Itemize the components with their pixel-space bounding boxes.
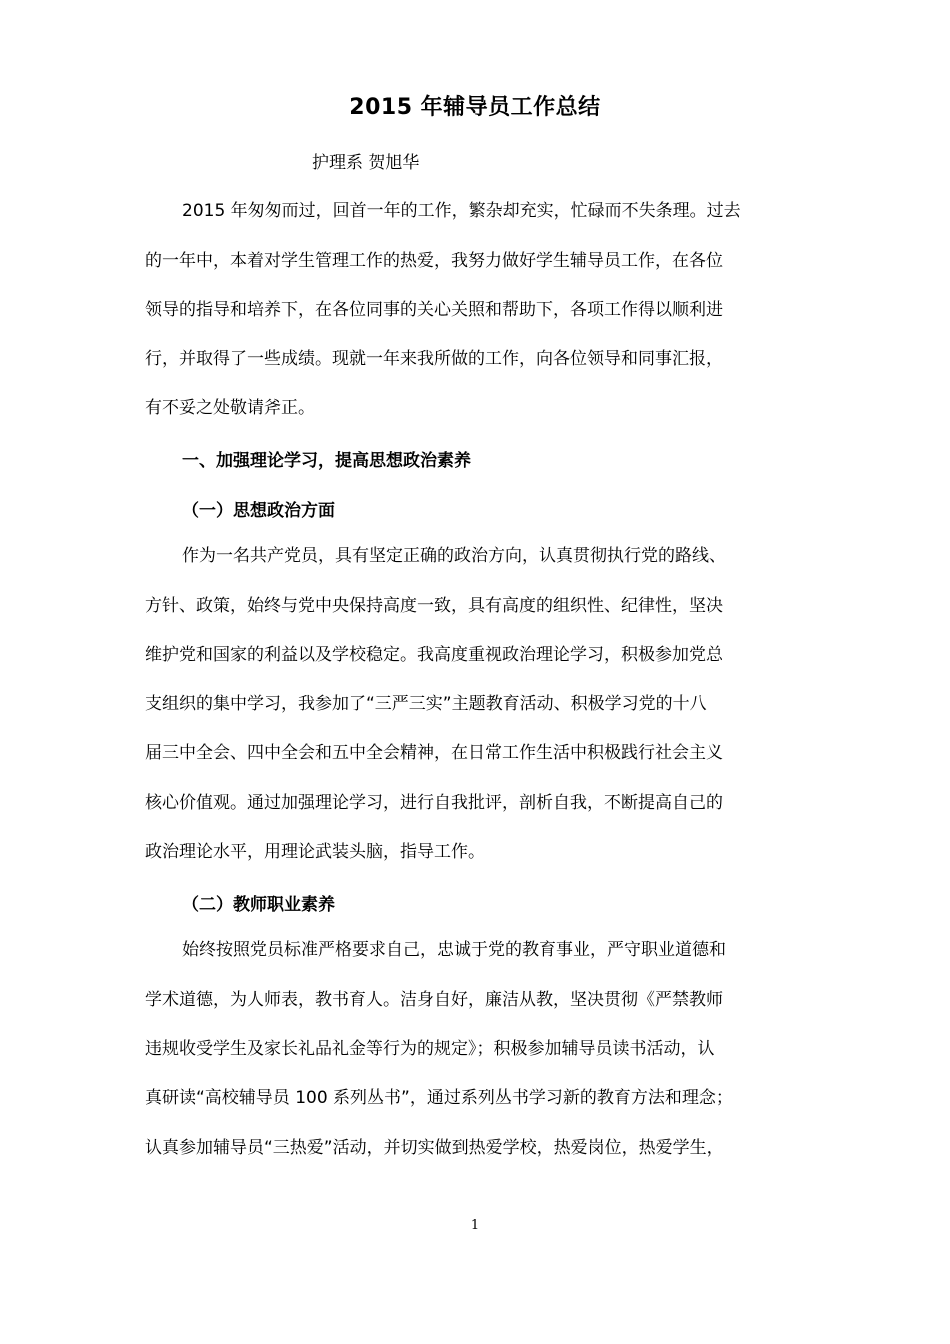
intro-line: 2015 年匆匆而过，回首一年的工作，繁杂却充实，忙碌而不失条理。过去: [182, 201, 741, 221]
body-line: 支组织的集中学习，我参加了“三严三实”主题教育活动、积极学习党的十八: [145, 694, 707, 714]
subsection-heading: （二）教师职业素养: [182, 895, 335, 915]
body-line: 始终按照党员标准严格要求自己，忠诚于党的教育事业，严守职业道德和: [182, 940, 726, 960]
intro-line: 有不妥之处敬请斧正。: [145, 398, 315, 418]
body-line: 违规收受学生及家长礼品礼金等行为的规定》；积极参加辅导员读书活动，认: [145, 1039, 715, 1059]
body-line: 真研读“高校辅导员 100 系列丛书”，通过系列丛书学习新的教育方法和理念；: [145, 1088, 733, 1108]
section-heading: 一、加强理论学习，提高思想政治素养: [182, 451, 471, 471]
author-line: 护理系 贺旭华: [312, 153, 420, 173]
body-line: 核心价值观。通过加强理论学习，进行自我批评，剖析自我，不断提高自己的: [145, 793, 723, 813]
body-line: 维护党和国家的利益以及学校稳定。我高度重视政治理论学习，积极参加党总: [145, 645, 723, 665]
intro-line: 的一年中，本着对学生管理工作的热爱，我努力做好学生辅导员工作，在各位: [145, 251, 723, 271]
body-line: 学术道德，为人师表，教书育人。洁身自好，廉洁从教，坚决贯彻《严禁教师: [145, 990, 723, 1010]
document-title: 2015 年辅导员工作总结: [349, 95, 601, 120]
body-line: 作为一名共产党员，具有坚定正确的政治方向，认真贯彻执行党的路线、: [182, 546, 726, 566]
body-line: 认真参加辅导员“三热爱”活动，并切实做到热爱学校，热爱岗位，热爱学生，: [145, 1138, 724, 1158]
page-number: 1: [470, 1218, 480, 1233]
body-line: 方针、政策，始终与党中央保持高度一致，具有高度的组织性、纪律性，坚决: [145, 596, 723, 616]
body-line: 届三中全会、四中全会和五中全会精神，在日常工作生活中积极践行社会主义: [145, 743, 723, 763]
intro-line: 行，并取得了一些成绩。现就一年来我所做的工作，向各位领导和同事汇报，: [145, 349, 723, 369]
intro-line: 领导的指导和培养下，在各位同事的关心关照和帮助下，各项工作得以顺利进: [145, 300, 723, 320]
subsection-heading: （一）思想政治方面: [182, 501, 335, 521]
body-line: 政治理论水平，用理论武装头脑，指导工作。: [145, 842, 485, 862]
